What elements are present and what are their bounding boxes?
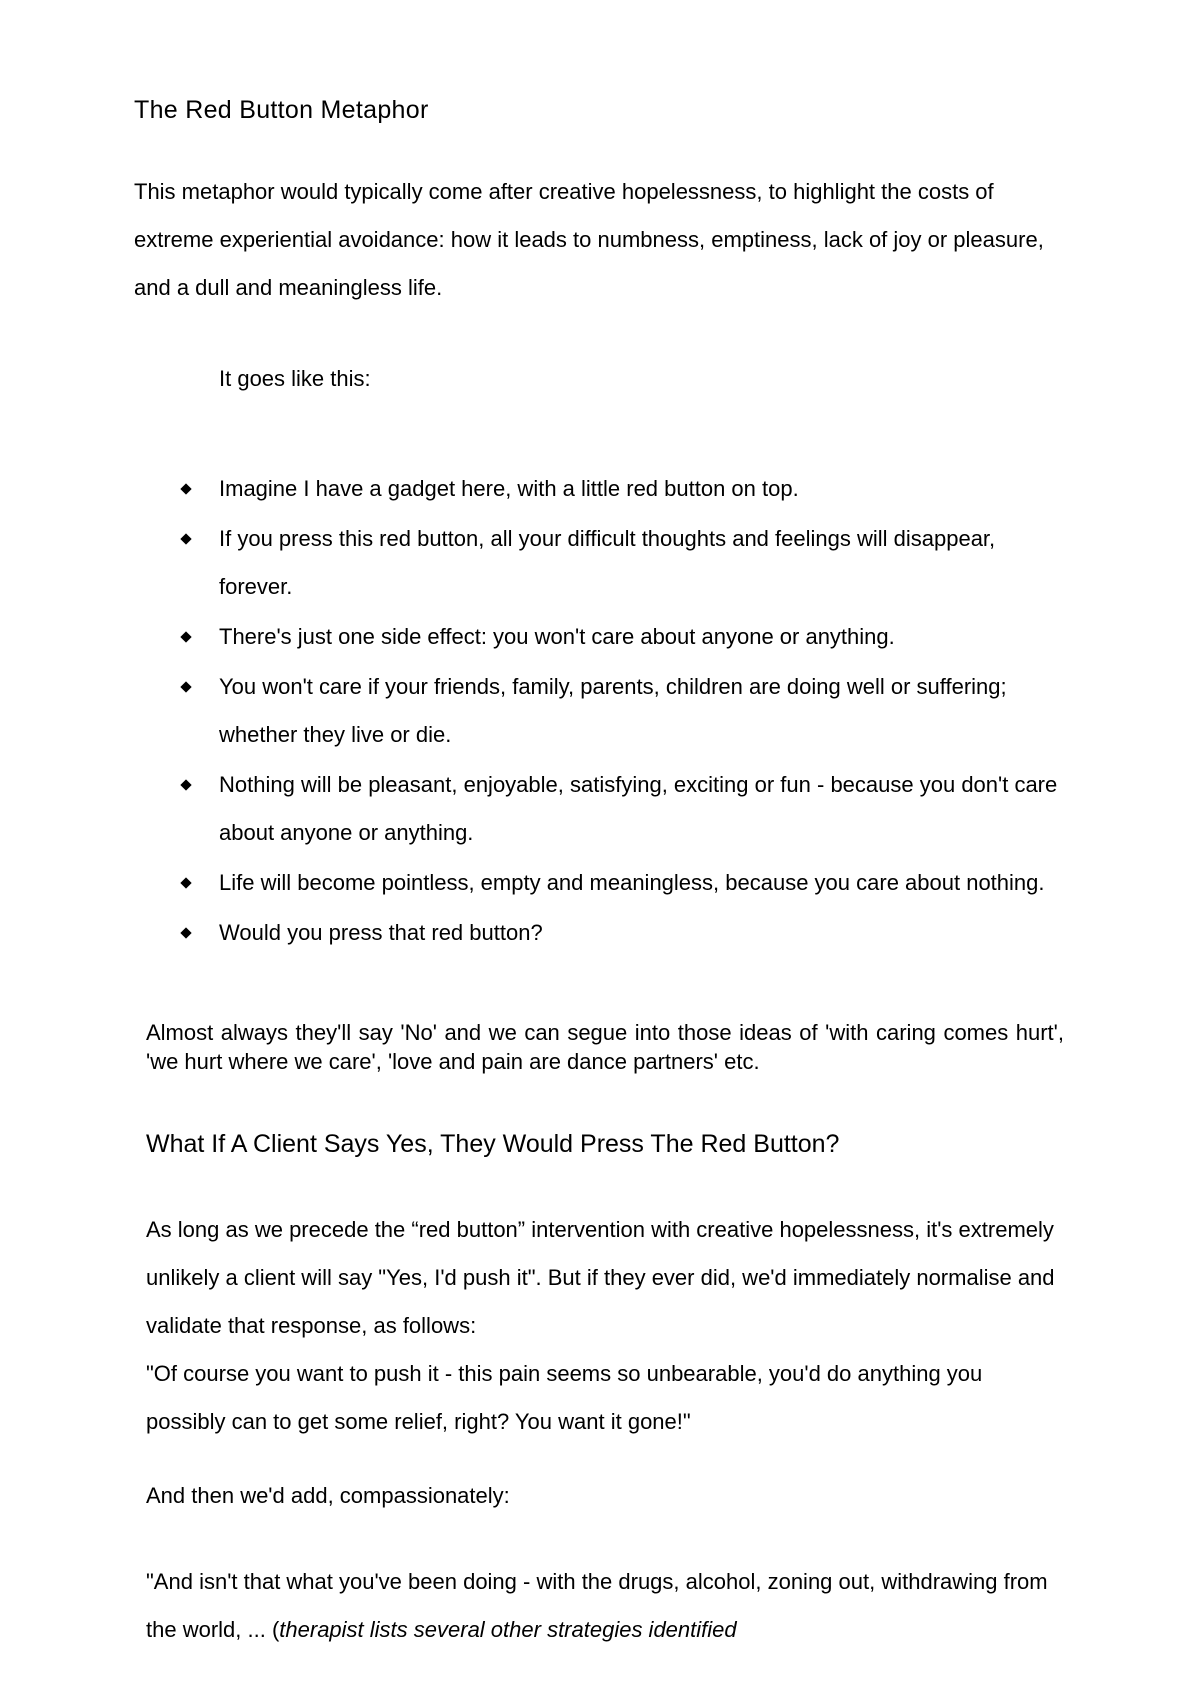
bullet-icon	[180, 779, 191, 790]
list-item	[178, 859, 1058, 907]
document-title: The Red Button Metaphor	[134, 96, 429, 124]
bullet-text: Imagine I have a gadget here, with a little red button on top.	[219, 476, 799, 501]
list-item	[178, 663, 1058, 759]
list-item	[178, 515, 1058, 611]
compassion-line: And then we'd add, compassionately:	[146, 1483, 510, 1508]
response-text: As long as we precede the “red button” intervention with creative hopelessness, it's extremely unlikely a client will say "Yes, I'd push it". But if they ever did, we'd immediately normalise and validate that response, as follows:	[146, 1217, 1055, 1338]
bullet-text: Nothing will be pleasant, enjoyable, satisfying, exciting or fun - because you don't care about anyone or anything.	[219, 772, 1058, 845]
closing-paragraph: Almost always they'll say 'No' and we can segue into those ideas of 'with caring comes hurt', 'we hurt where we care', 'love and pain are dance partners' etc.	[146, 1020, 1064, 1074]
bullet-icon	[180, 533, 191, 544]
response-paragraph	[146, 1206, 1066, 1446]
bullet-text: If you press this red button, all your difficult thoughts and feelings will disappear, forever.	[219, 526, 996, 599]
goes-like-this-line: It goes like this:	[219, 366, 371, 391]
intro-paragraph: This metaphor would typically come after creative hopelessness, to highlight the costs of extreme experiential avoidance: how it leads to numbness, emptiness, lack of joy or pleasure, and a dull and meaningless life.	[134, 179, 1044, 300]
response-quote: "Of course you want to push it - this pain seems so unbearable, you'd do anything you possibly can to get some relief, right? You want it gone!"	[146, 1361, 983, 1434]
bullet-icon	[180, 877, 191, 888]
bullet-icon	[180, 681, 191, 692]
quote-italic-text: therapist lists several other strategies identified	[279, 1617, 737, 1642]
quote-text: "And isn't that what you've been doing - with the drugs, alcohol, zoning out, withdrawing from the world, ... (	[146, 1569, 1048, 1642]
bullet-list	[178, 465, 1058, 959]
list-item	[178, 909, 1058, 957]
bullet-text: Would you press that red button?	[219, 920, 543, 945]
bullet-text: There's just one side effect: you won't care about anyone or anything.	[219, 624, 895, 649]
section-subheading: What If A Client Says Yes, They Would Press The Red Button?	[146, 1130, 840, 1158]
bullet-icon	[180, 631, 191, 642]
list-item	[178, 613, 1058, 661]
quote-paragraph	[146, 1558, 1066, 1654]
list-item	[178, 465, 1058, 513]
bullet-icon	[180, 927, 191, 938]
bullet-text: You won't care if your friends, family, parents, children are doing well or suffering; whether they live or die.	[219, 674, 1007, 747]
list-item	[178, 761, 1058, 857]
bullet-text: Life will become pointless, empty and meaningless, because you care about nothing.	[219, 870, 1045, 895]
bullet-icon	[180, 483, 191, 494]
